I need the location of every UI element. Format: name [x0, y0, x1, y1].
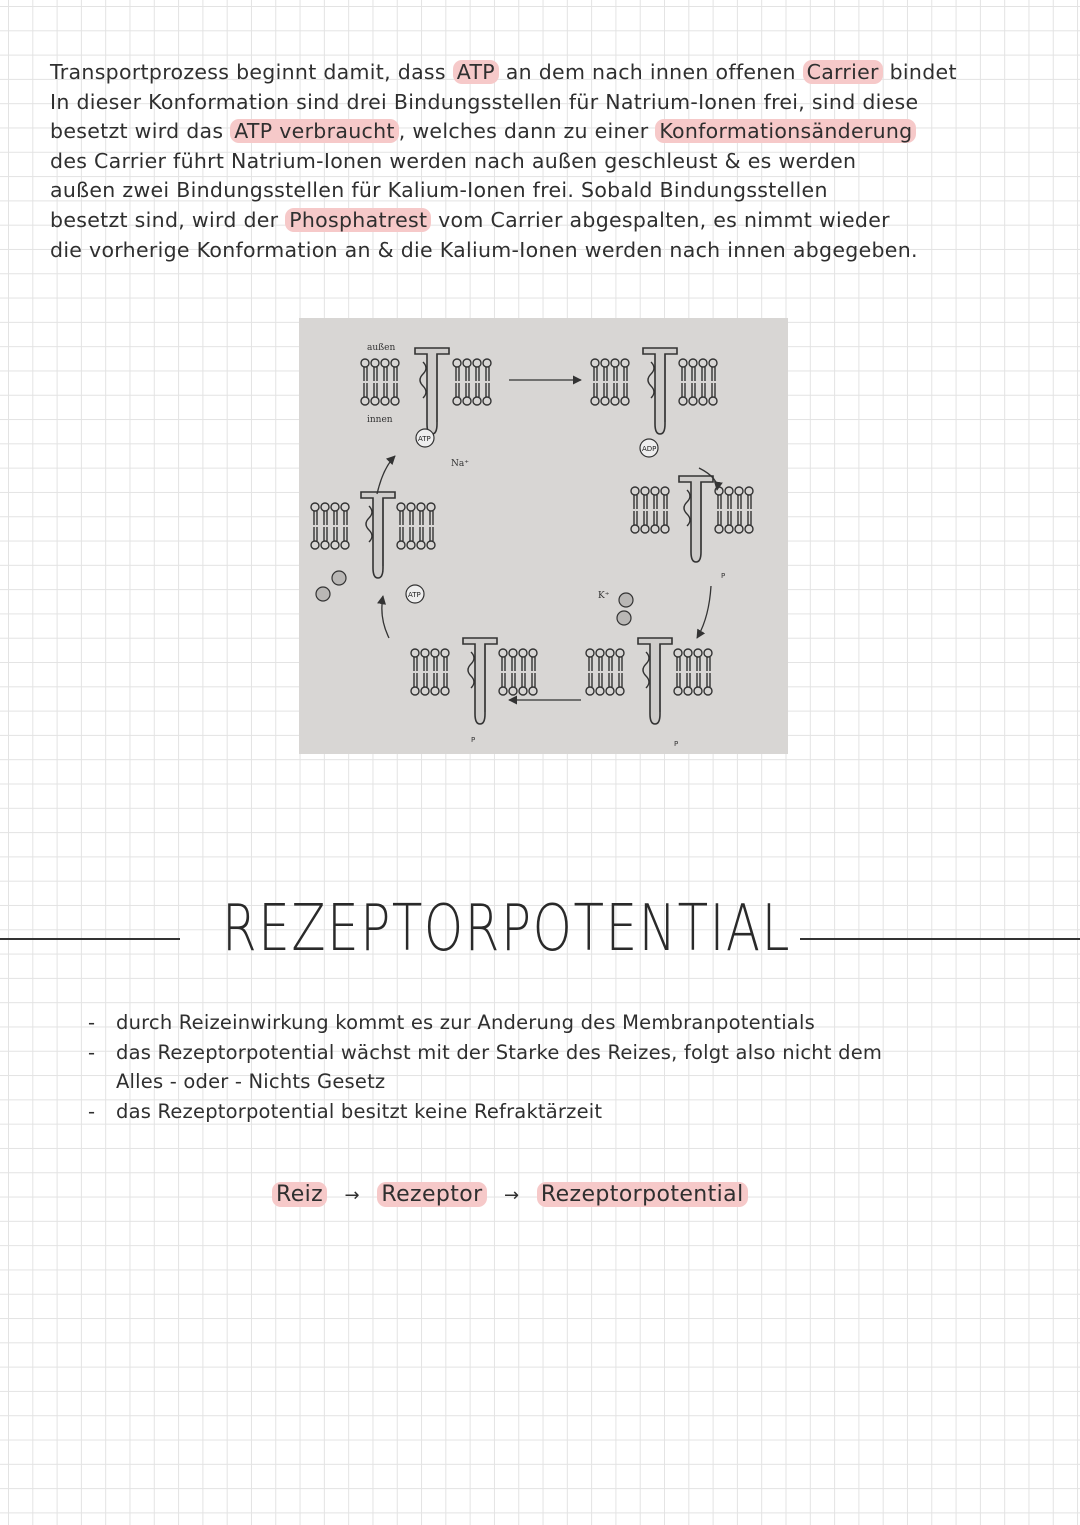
- arrow-icon: [382, 596, 389, 638]
- para-line-1: Transportprozess beginnt damit, dass ATP an dem nach innen offenen Carrier bindet: [50, 60, 957, 84]
- label-k: K⁺: [598, 591, 610, 601]
- pump-state-2: [589, 348, 747, 457]
- label-outside: außen: [367, 343, 396, 353]
- label-atp-2: ATP: [408, 591, 421, 599]
- para-line-6: besetzt sind, wird der Phosphatrest vom Carrier abgespalten, es nimmt wieder: [50, 207, 890, 232]
- pump-state-6: [584, 591, 742, 748]
- label-atp-1: ATP: [418, 435, 431, 443]
- highlight-atp: ATP: [453, 60, 499, 84]
- sodium-potassium-pump-diagram: [299, 318, 788, 754]
- para-line-2: In dieser Konformation sind drei Bindungsstellen für Natrium-Ionen frei, sind diese: [50, 89, 919, 114]
- pump-state-1: [359, 343, 521, 469]
- heading-rule-right: [800, 938, 1080, 940]
- para-line-4: des Carrier führt Natrium-Ionen werden nach außen geschleust & es werden: [50, 148, 857, 173]
- arrow-icon: [697, 586, 711, 638]
- section-heading: REZEPTORPOTENTIAL: [222, 892, 792, 966]
- flow-reiz: Reiz: [272, 1182, 327, 1207]
- list-item: - durch Reizeinwirkung kommt es zur Anderung des Membranpotentials: [88, 1011, 815, 1034]
- highlight-phosphatrest: Phosphatrest: [285, 208, 431, 232]
- flow-chain: [272, 1182, 748, 1207]
- flow-rezeptor: Rezeptor: [377, 1182, 486, 1207]
- label-phosphate-1: P: [721, 572, 726, 580]
- arrow-icon: [377, 456, 395, 494]
- label-inside: innen: [367, 415, 393, 425]
- para-line-3: besetzt wird das ATP verbraucht , welches dann zu einer Konformationsänderung: [50, 117, 1060, 147]
- heading-rule-left: [0, 938, 180, 940]
- intro-paragraph: [50, 58, 1060, 265]
- pump-state-5: [409, 638, 567, 744]
- para-line-7: die vorherige Konformation an & die Kalium-Ionen werden nach innen abgegeben.: [50, 237, 918, 262]
- ion-icon: [617, 611, 631, 625]
- list-item: - das Rezeptorpotential wächst mit der Starke des Reizes, folgt also nicht dem Alles - oder - Nichts Gesetz: [88, 1040, 883, 1093]
- ion-icon: [316, 587, 330, 601]
- highlight-atp-verbraucht: ATP verbraucht: [230, 119, 399, 143]
- highlight-konformationsaenderung: Konformationsänderung: [655, 119, 916, 143]
- label-phosphate-2: P: [471, 736, 476, 744]
- label-phosphate-3: P: [674, 740, 679, 748]
- flow-rezeptorpotential: Rezeptorpotential: [537, 1182, 748, 1207]
- highlight-carrier: Carrier: [803, 60, 883, 84]
- ion-icon: [619, 593, 633, 607]
- label-na: Na⁺: [451, 459, 469, 469]
- para-line-5: außen zwei Bindungsstellen für Kalium-Ionen frei. Sobald Bindungsstellen: [50, 178, 828, 203]
- pump-state-3: [629, 476, 783, 580]
- ion-icon: [332, 571, 346, 585]
- pump-state-4: [309, 492, 465, 603]
- bullet-list: [88, 1008, 1038, 1126]
- arrow-right-icon: →: [504, 1185, 520, 1206]
- label-adp: ADP: [642, 445, 657, 453]
- list-item: - das Rezeptorpotential besitzt keine Refraktärzeit: [88, 1099, 603, 1123]
- arrow-right-icon: →: [344, 1185, 360, 1206]
